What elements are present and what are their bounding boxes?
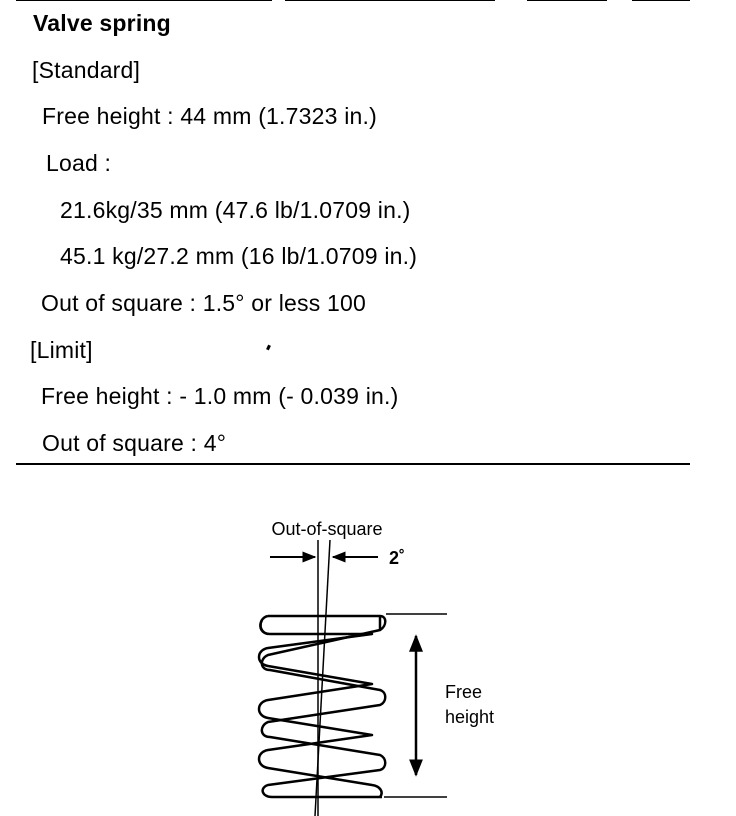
limit-free-height: Free height : - 1.0 mm (- 0.039 in.) [41,383,399,409]
standard-heading: [Standard] [32,57,141,83]
limit-heading: [Limit] [30,337,93,363]
angle-label: 2˚ [389,548,406,568]
standard-load-2: 45.1 kg/27.2 mm (16 lb/1.0709 in.) [60,243,418,269]
standard-load-1: 21.6kg/35 mm (47.6 lb/1.0709 in.) [60,197,411,223]
standard-load-label: Load : [46,150,112,176]
free-height-label-line1: Free [445,682,483,702]
out-of-square-label: Out-of-square [271,519,383,539]
standard-free-height: Free height : 44 mm (1.7323 in.) [42,103,377,129]
spec-title: Valve spring [33,10,171,36]
free-height-label-line2: height [445,707,495,727]
limit-out-of-square: Out of square : 4° [42,430,227,456]
spring-coils [259,616,385,797]
standard-out-of-square: Out of square : 1.5° or less 100 [41,290,366,316]
